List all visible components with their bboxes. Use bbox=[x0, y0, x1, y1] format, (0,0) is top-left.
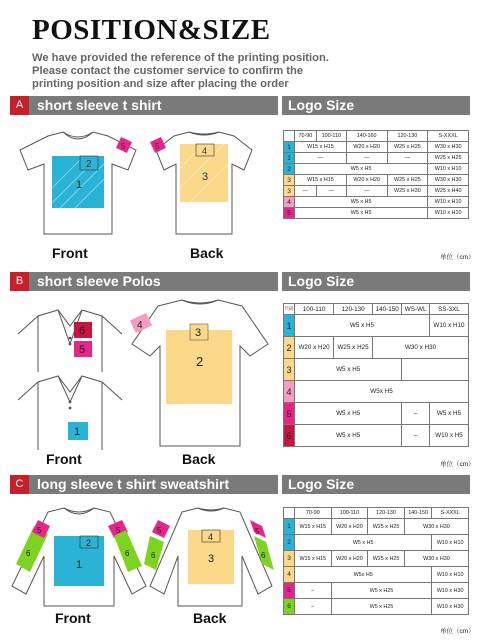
cell: W25 x H25 bbox=[368, 551, 405, 567]
header-cell: 140-150 bbox=[404, 508, 432, 519]
section-b-back-polo bbox=[122, 300, 272, 450]
cell: W20 x H20 bbox=[346, 175, 387, 186]
section-a-header bbox=[10, 96, 278, 115]
mark-3: 3 bbox=[202, 171, 209, 183]
section-c-unit: 单位（cm） bbox=[440, 628, 475, 635]
cell: W5 x H5 bbox=[295, 425, 402, 447]
header-cell: 140-150 bbox=[373, 304, 402, 315]
section-c-header bbox=[10, 475, 278, 494]
cell: W5 x H5 bbox=[295, 208, 428, 219]
row-no: 6 bbox=[284, 599, 295, 615]
cell: W30 x H30 bbox=[428, 142, 469, 153]
intro-line-2: Please contact the customer service to confirm the bbox=[32, 65, 304, 77]
cell: W10 x H10 bbox=[429, 315, 468, 337]
cell: W25 x H30 bbox=[387, 186, 428, 197]
mark-5: 5 bbox=[37, 526, 42, 535]
section-a-logo-size-title: Logo Size bbox=[288, 97, 355, 113]
mark-6: 6 bbox=[26, 549, 31, 558]
section-a-letter: A bbox=[10, 96, 29, 115]
header-cell: 140-160 bbox=[346, 131, 387, 142]
row-no: 2 bbox=[284, 535, 295, 551]
section-c-front-longsleeve bbox=[4, 506, 154, 606]
section-c-logo-size-title: Logo Size bbox=[288, 476, 355, 492]
section-a-size-table bbox=[283, 130, 469, 219]
cell: W25 x H25 bbox=[334, 337, 373, 359]
cell: W15 x H15 bbox=[295, 551, 332, 567]
mark-1: 1 bbox=[74, 426, 81, 438]
section-b-title: short sleeve Polos bbox=[37, 273, 161, 289]
row-no: 5 bbox=[284, 208, 295, 219]
header-cell: 100-110 bbox=[331, 508, 368, 519]
cell: W30 x H30 bbox=[404, 519, 468, 535]
section-c-front-label: Front bbox=[55, 610, 91, 626]
section-a-front-tshirt bbox=[8, 128, 148, 238]
cell: W10 x H10 bbox=[428, 197, 469, 208]
header-cell: S-XXXL bbox=[428, 131, 469, 142]
row-no: 3 bbox=[284, 359, 295, 381]
cell: — bbox=[295, 153, 347, 164]
cell: W25 x H25 bbox=[368, 519, 405, 535]
cell: W10 x H30 bbox=[432, 583, 469, 599]
mark-6: 6 bbox=[125, 549, 130, 558]
cell: – bbox=[402, 403, 430, 425]
row-no: 1 bbox=[284, 315, 295, 337]
section-c-size-table bbox=[283, 507, 469, 615]
row-no: 5 bbox=[284, 583, 295, 599]
section-a-logo-size-header bbox=[282, 96, 470, 115]
cell: W5 x H25 bbox=[331, 599, 432, 615]
mark-5: 5 bbox=[155, 142, 160, 151]
mark-5: 5 bbox=[157, 526, 162, 535]
cell: — bbox=[316, 186, 346, 197]
cell: W10 x H10 bbox=[428, 164, 469, 175]
row-no: 4 bbox=[284, 197, 295, 208]
row-no: 3 bbox=[284, 551, 295, 567]
section-c-letter: C bbox=[10, 475, 29, 494]
section-a-back-label: Back bbox=[190, 245, 224, 261]
cell: W20 x H20 bbox=[295, 337, 334, 359]
row-no: 5 bbox=[284, 403, 295, 425]
mark-5: 5 bbox=[116, 526, 121, 535]
cell: W10 x H10 bbox=[432, 567, 469, 583]
mark-1: 1 bbox=[76, 559, 83, 571]
cell: W5 x H5 bbox=[295, 315, 430, 337]
mark-2: 2 bbox=[86, 538, 92, 548]
mark-4: 4 bbox=[202, 146, 208, 156]
cell: – bbox=[402, 425, 430, 447]
section-b-logo-size-header bbox=[282, 272, 470, 291]
cell: W5x H5 bbox=[295, 381, 469, 403]
section-b-size-table bbox=[283, 303, 469, 447]
page-title: POSITION&SIZE bbox=[32, 14, 271, 46]
header-cell: S-XXXL bbox=[432, 508, 469, 519]
mark-4: 4 bbox=[208, 532, 214, 542]
row-no: 1 bbox=[284, 153, 295, 164]
header-cell bbox=[284, 131, 295, 142]
header-cell: 100-110 bbox=[295, 304, 334, 315]
cell: W10 x H30 bbox=[432, 599, 469, 615]
cell: W30 x H30 bbox=[428, 175, 469, 186]
cell: W10 x H10 bbox=[428, 208, 469, 219]
cell: W10 x H5 bbox=[429, 425, 468, 447]
cell: — bbox=[387, 153, 428, 164]
row-no: 1 bbox=[284, 142, 295, 153]
cell: W5 x H5 bbox=[295, 403, 402, 425]
header-cell bbox=[284, 508, 295, 519]
mark-5: 5 bbox=[255, 527, 260, 536]
intro-line-3: printing position and size after placing the order bbox=[32, 78, 289, 90]
cell: W5 x H5 bbox=[295, 359, 402, 381]
mark-1: 1 bbox=[76, 179, 83, 191]
row-no: 4 bbox=[284, 381, 295, 403]
cell: W15 x H15 bbox=[295, 519, 332, 535]
cell: W5 x H5 bbox=[429, 403, 468, 425]
section-a-title: short sleeve t shirt bbox=[37, 97, 162, 113]
cell: – bbox=[295, 583, 332, 599]
section-b-unit: 单位（cm） bbox=[440, 461, 475, 468]
cell: W5 x H5 bbox=[295, 535, 432, 551]
mark-5: 5 bbox=[121, 142, 126, 151]
cell: W20 x H20 bbox=[346, 142, 387, 153]
mark-6: 6 bbox=[261, 551, 266, 560]
section-c-logo-size-header bbox=[282, 475, 470, 494]
section-c-back-label: Back bbox=[193, 610, 227, 626]
mark-5: 5 bbox=[79, 344, 86, 356]
cell: – bbox=[295, 599, 332, 615]
cell: W20 x H20 bbox=[331, 551, 368, 567]
row-no: 2 bbox=[284, 337, 295, 359]
section-b-letter: B bbox=[10, 272, 29, 291]
mark-3: 3 bbox=[208, 553, 215, 565]
header-cell: 120-130 bbox=[334, 304, 373, 315]
row-no: 3 bbox=[284, 175, 295, 186]
header-cell: 120-130 bbox=[368, 508, 405, 519]
section-b-front-label: Front bbox=[46, 451, 82, 467]
header-cell: SS-3XL bbox=[429, 304, 468, 315]
section-b-back-label: Back bbox=[182, 451, 216, 467]
row-no: 6 bbox=[284, 425, 295, 447]
section-b-front-polo-top bbox=[8, 304, 128, 374]
section-b-front-polo-bottom bbox=[8, 372, 128, 452]
mark-3: 3 bbox=[195, 327, 202, 339]
section-c-title: long sleeve t shirt sweatshirt bbox=[37, 476, 230, 492]
intro-line-1: We have provided the reference of the printing position. bbox=[32, 52, 329, 64]
cell: W5x H5 bbox=[295, 567, 432, 583]
row-no: 3 bbox=[284, 186, 295, 197]
row-no: 4 bbox=[284, 567, 295, 583]
mark-6: 6 bbox=[79, 325, 86, 337]
mark-6: 6 bbox=[151, 551, 156, 560]
cell: W15 x H15 bbox=[295, 175, 347, 186]
cell: W20 x H20 bbox=[331, 519, 368, 535]
cell: W25 x H25 bbox=[387, 175, 428, 186]
header-cell: 70-90 bbox=[295, 508, 332, 519]
section-a-unit: 单位（cm） bbox=[440, 254, 475, 261]
section-b-logo-size-title: Logo Size bbox=[288, 273, 355, 289]
intro-text bbox=[32, 52, 329, 91]
mark-2: 2 bbox=[86, 159, 92, 170]
row-no: 2 bbox=[284, 164, 295, 175]
cell: W30 x H30 bbox=[373, 337, 469, 359]
cell: W25 x H25 bbox=[387, 142, 428, 153]
cell: W25 x H40 bbox=[428, 186, 469, 197]
cell: — bbox=[295, 186, 317, 197]
section-a-front-label: Front bbox=[52, 245, 88, 261]
cell: W5 x H5 bbox=[295, 197, 428, 208]
cell: — bbox=[346, 153, 387, 164]
header-cell: 100-110 bbox=[316, 131, 346, 142]
header-cell: 70-90 bbox=[295, 131, 317, 142]
section-b-header bbox=[10, 272, 278, 291]
cell: — bbox=[346, 186, 387, 197]
header-cell: WS-WL bbox=[402, 304, 430, 315]
mark-4: 4 bbox=[137, 320, 143, 331]
cell: W25 x H25 bbox=[428, 153, 469, 164]
cell: W5 x H25 bbox=[331, 583, 432, 599]
cell: W10 x H10 bbox=[432, 535, 469, 551]
row-no: 1 bbox=[284, 519, 295, 535]
cell: W5 x H5 bbox=[295, 164, 428, 175]
cell: W15 x H15 bbox=[295, 142, 347, 153]
section-c-back-longsleeve bbox=[146, 506, 276, 606]
header-corner: 尺码 bbox=[284, 304, 295, 315]
mark-2: 2 bbox=[196, 354, 204, 369]
section-a-back-tshirt bbox=[146, 128, 256, 238]
header-cell: 120-130 bbox=[387, 131, 428, 142]
cell: W30 x H30 bbox=[404, 551, 468, 567]
